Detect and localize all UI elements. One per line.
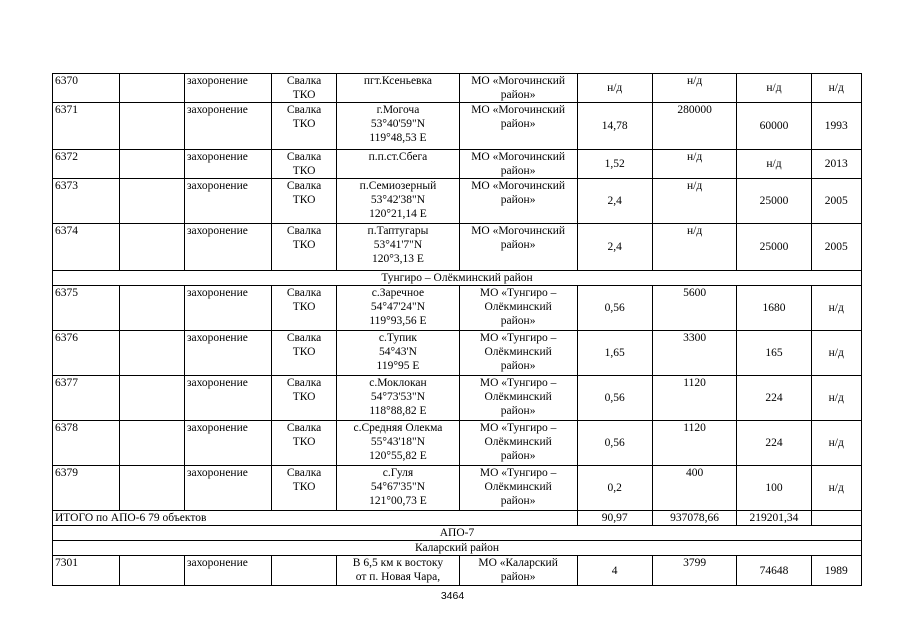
cell-year: 1993 (811, 103, 862, 150)
cell-id: 6378 (53, 421, 120, 466)
table-row (53, 466, 862, 511)
cell-area: 0,56 (577, 376, 652, 421)
cell-municipality: МО «Тунгиро – Олёкминский район» (459, 421, 577, 466)
district-heading: Каларский район (53, 541, 862, 556)
cell-municipality: МО «Тунгиро – Олёкминский район» (459, 466, 577, 511)
cell-area: 4 (577, 556, 652, 586)
total-capacity: 219201,34 (737, 511, 811, 526)
cell-capacity: 165 (737, 331, 811, 376)
cell-municipality: МО «Могочинский район» (459, 224, 577, 271)
cell-location: с.Средняя Олекма 55°43'18"N 120°55,82 E (337, 421, 459, 466)
cell-volume: н/д (652, 150, 737, 179)
cell-municipality: МО «Могочинский район» (459, 74, 577, 103)
cell-location: п.Семиозерный 53°42'38"N 120°21,14 E (337, 179, 459, 224)
cell-activity: захоронение (184, 556, 271, 586)
cell-capacity: н/д (737, 150, 811, 179)
landfill-table (52, 73, 862, 586)
section-row (53, 271, 862, 286)
cell-location: с.Моклокан 54°73'53"N 118°88,82 E (337, 376, 459, 421)
cell-empty (119, 286, 184, 331)
cell-volume: 3300 (652, 331, 737, 376)
cell-area: 0,56 (577, 421, 652, 466)
cell-municipality: МО «Могочинский район» (459, 150, 577, 179)
cell-area: 14,78 (577, 103, 652, 150)
cell-year: 1989 (811, 556, 862, 586)
cell-object-type: Свалка ТКО (271, 103, 336, 150)
cell-volume: н/д (652, 224, 737, 271)
total-row (53, 511, 862, 526)
cell-area: 1,65 (577, 331, 652, 376)
cell-location: г.Могоча 53°40'59"N 119°48,53 E (337, 103, 459, 150)
cell-year: н/д (811, 331, 862, 376)
cell-capacity: 74648 (737, 556, 811, 586)
cell-object-type: Свалка ТКО (271, 286, 336, 331)
cell-volume: 400 (652, 466, 737, 511)
cell-year: н/д (811, 74, 862, 103)
district-heading: Тунгиро – Олёкминский район (53, 271, 862, 286)
table-row (53, 74, 862, 103)
cell-activity: захоронение (184, 150, 271, 179)
cell-empty (119, 103, 184, 150)
table-row (53, 286, 862, 331)
cell-empty (119, 376, 184, 421)
cell-object-type: Свалка ТКО (271, 421, 336, 466)
cell-location: п.п.ст.Сбега (337, 150, 459, 179)
cell-municipality: МО «Тунгиро – Олёкминский район» (459, 286, 577, 331)
section-row (53, 526, 862, 541)
cell-id: 6374 (53, 224, 120, 271)
cell-id: 6372 (53, 150, 120, 179)
cell-volume: 1120 (652, 421, 737, 466)
cell-capacity: 60000 (737, 103, 811, 150)
cell-location: с.Тупик 54°43'N 119°95 E (337, 331, 459, 376)
cell-capacity: н/д (737, 74, 811, 103)
cell-area: 0,56 (577, 286, 652, 331)
cell-activity: захоронение (184, 224, 271, 271)
cell-year: н/д (811, 421, 862, 466)
cell-municipality: МО «Каларский район» (459, 556, 577, 586)
cell-year: 2013 (811, 150, 862, 179)
total-area: 90,97 (577, 511, 652, 526)
cell-volume: н/д (652, 74, 737, 103)
cell-object-type: Свалка ТКО (271, 150, 336, 179)
table-row (53, 224, 862, 271)
cell-empty (119, 556, 184, 586)
cell-empty (119, 179, 184, 224)
cell-year: н/д (811, 286, 862, 331)
cell-activity: захоронение (184, 103, 271, 150)
cell-activity: захоронение (184, 331, 271, 376)
cell-municipality: МО «Могочинский район» (459, 103, 577, 150)
cell-year: н/д (811, 466, 862, 511)
cell-volume: 280000 (652, 103, 737, 150)
cell-activity: захоронение (184, 286, 271, 331)
table-row (53, 556, 862, 586)
cell-object-type: Свалка ТКО (271, 224, 336, 271)
cell-capacity: 25000 (737, 179, 811, 224)
cell-area: 1,52 (577, 150, 652, 179)
cell-volume: 5600 (652, 286, 737, 331)
cell-location: пгт.Ксеньевка (337, 74, 459, 103)
cell-id: 6376 (53, 331, 120, 376)
total-volume: 937078,66 (652, 511, 737, 526)
cell-object-type: Свалка ТКО (271, 331, 336, 376)
cell-municipality: МО «Тунгиро – Олёкминский район» (459, 376, 577, 421)
cell-activity: захоронение (184, 466, 271, 511)
table-row (53, 331, 862, 376)
cell-activity: захоронение (184, 421, 271, 466)
cell-area: 2,4 (577, 224, 652, 271)
cell-location: п.Таптугары 53°41'7"N 120°3,13 E (337, 224, 459, 271)
cell-location: В 6,5 км к востоку от п. Новая Чара, (337, 556, 459, 586)
cell-capacity: 25000 (737, 224, 811, 271)
cell-capacity: 100 (737, 466, 811, 511)
total-year (811, 511, 862, 526)
cell-object-type: Свалка ТКО (271, 74, 336, 103)
cell-empty (119, 74, 184, 103)
cell-capacity: 224 (737, 421, 811, 466)
cell-volume: н/д (652, 179, 737, 224)
apo-heading: АПО-7 (53, 526, 862, 541)
cell-municipality: МО «Могочинский район» (459, 179, 577, 224)
cell-object-type: Свалка ТКО (271, 466, 336, 511)
cell-location: с.Заречное 54°47'24"N 119°93,56 E (337, 286, 459, 331)
cell-empty (119, 224, 184, 271)
cell-area: 2,4 (577, 179, 652, 224)
cell-capacity: 224 (737, 376, 811, 421)
section-row (53, 541, 862, 556)
cell-empty (119, 331, 184, 376)
cell-id: 7301 (53, 556, 120, 586)
cell-year: н/д (811, 376, 862, 421)
cell-object-type: Свалка ТКО (271, 179, 336, 224)
cell-id: 6377 (53, 376, 120, 421)
cell-activity: захоронение (184, 179, 271, 224)
table-row (53, 376, 862, 421)
cell-activity: захоронение (184, 74, 271, 103)
cell-year: 2005 (811, 224, 862, 271)
cell-year: 2005 (811, 179, 862, 224)
cell-empty (119, 466, 184, 511)
cell-municipality: МО «Тунгиро – Олёкминский район» (459, 331, 577, 376)
cell-id: 6375 (53, 286, 120, 331)
cell-object-type: Свалка ТКО (271, 376, 336, 421)
cell-capacity: 1680 (737, 286, 811, 331)
total-label: ИТОГО по АПО-6 79 объектов (53, 511, 578, 526)
cell-location: с.Гуля 54°67'35"N 121°00,73 E (337, 466, 459, 511)
cell-activity: захоронение (184, 376, 271, 421)
cell-area: 0,2 (577, 466, 652, 511)
cell-empty (119, 421, 184, 466)
cell-area: н/д (577, 74, 652, 103)
table-row (53, 103, 862, 150)
table-row (53, 179, 862, 224)
cell-id: 6370 (53, 74, 120, 103)
cell-id: 6371 (53, 103, 120, 150)
cell-object-type (271, 556, 336, 586)
cell-id: 6373 (53, 179, 120, 224)
cell-id: 6379 (53, 466, 120, 511)
table-row (53, 421, 862, 466)
cell-volume: 1120 (652, 376, 737, 421)
table-row (53, 150, 862, 179)
cell-volume: 3799 (652, 556, 737, 586)
page-number: 3464 (440, 590, 465, 602)
cell-empty (119, 150, 184, 179)
